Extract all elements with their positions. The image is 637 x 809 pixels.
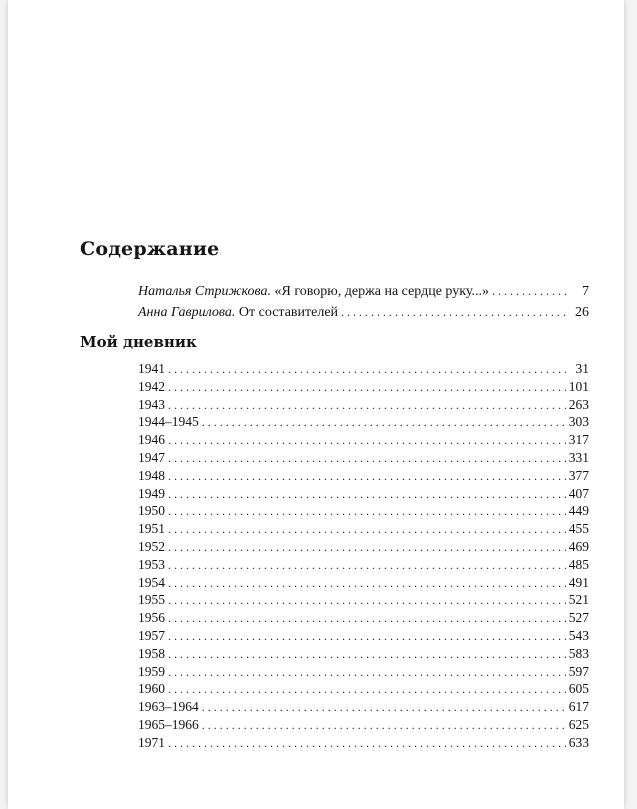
entry-label: 1941 bbox=[138, 361, 165, 376]
entry-page-number: 303 bbox=[568, 414, 589, 430]
dot-leader bbox=[168, 486, 566, 504]
entry-page-number: 7 bbox=[582, 284, 589, 299]
entry-page-number: 605 bbox=[568, 681, 589, 697]
dot-leader bbox=[202, 699, 566, 717]
toc-entry[interactable] bbox=[138, 663, 589, 681]
toc-entry[interactable] bbox=[138, 716, 589, 734]
entry-label: 1955 bbox=[138, 592, 165, 608]
entry-page-number: 625 bbox=[568, 716, 589, 732]
toc-entry[interactable] bbox=[138, 520, 589, 538]
entry-page-number: 317 bbox=[568, 432, 589, 448]
dot-leader bbox=[168, 735, 566, 753]
entry-label: 1960 bbox=[138, 681, 165, 697]
entry-label: 1958 bbox=[138, 645, 165, 661]
diary-entry-list bbox=[138, 360, 589, 752]
entry-label: 1956 bbox=[138, 610, 165, 626]
dot-leader bbox=[168, 646, 566, 664]
entry-label: 1948 bbox=[138, 467, 165, 483]
entry-page-number: 543 bbox=[568, 627, 589, 643]
toc-entry[interactable] bbox=[138, 431, 589, 449]
toc-entry[interactable] bbox=[138, 538, 589, 556]
section-title: Мой дневник bbox=[80, 333, 197, 351]
entry-label: 1959 bbox=[138, 663, 165, 679]
entry-title: От составителей bbox=[238, 305, 339, 320]
entry-page-number: 521 bbox=[568, 592, 589, 608]
toc-entry[interactable] bbox=[138, 627, 589, 645]
toc-entry[interactable] bbox=[138, 485, 589, 503]
entry-label: 1944–1945 bbox=[138, 414, 199, 430]
toc-entry[interactable] bbox=[138, 449, 589, 467]
toc-entry[interactable] bbox=[138, 645, 589, 663]
dot-leader bbox=[168, 628, 566, 646]
toc-entry[interactable] bbox=[138, 396, 589, 414]
entry-label: 1954 bbox=[138, 574, 165, 590]
entry-author: Наталья Стрижкова. bbox=[138, 284, 272, 299]
entry-page-number: 31 bbox=[575, 361, 589, 376]
dot-leader bbox=[168, 432, 566, 450]
dot-leader bbox=[168, 397, 566, 415]
toc-entry[interactable] bbox=[138, 609, 589, 627]
entry-page-number: 583 bbox=[568, 645, 589, 661]
entry-author: Анна Гаврилова. bbox=[138, 305, 236, 320]
entry-page-number: 485 bbox=[568, 556, 589, 572]
entry-page-number: 633 bbox=[568, 734, 589, 750]
entry-page-number: 101 bbox=[568, 378, 589, 394]
entry-page-number: 263 bbox=[568, 396, 589, 412]
dot-leader bbox=[168, 664, 566, 682]
entry-label: 1943 bbox=[138, 396, 165, 412]
toc-entry[interactable] bbox=[138, 302, 589, 323]
dot-leader bbox=[168, 361, 568, 379]
entry-label: 1947 bbox=[138, 449, 165, 465]
dot-leader bbox=[168, 557, 566, 575]
entry-label: 1965–1966 bbox=[138, 716, 199, 732]
toc-entry[interactable] bbox=[138, 360, 589, 378]
entry-page-number: 491 bbox=[568, 574, 589, 590]
dot-leader bbox=[168, 450, 566, 468]
dot-leader bbox=[492, 281, 568, 302]
entry-label: 1950 bbox=[138, 503, 165, 519]
toc-entry[interactable] bbox=[138, 467, 589, 485]
dot-leader bbox=[168, 681, 566, 699]
entry-page-number: 26 bbox=[575, 305, 589, 320]
toc-entry[interactable] bbox=[138, 281, 589, 302]
entry-label: 1952 bbox=[138, 538, 165, 554]
entry-page-number: 469 bbox=[568, 538, 589, 554]
entry-page-number: 527 bbox=[568, 610, 589, 626]
page-title: Содержание bbox=[80, 238, 220, 260]
dot-leader bbox=[341, 302, 568, 323]
entry-page-number: 331 bbox=[568, 449, 589, 465]
entry-page-number: 597 bbox=[568, 663, 589, 679]
dot-leader bbox=[168, 379, 566, 397]
entry-label: 1953 bbox=[138, 556, 165, 572]
dot-leader bbox=[168, 610, 566, 628]
dot-leader bbox=[168, 575, 566, 593]
entry-page-number: 455 bbox=[568, 521, 589, 537]
entry-page-number: 377 bbox=[568, 467, 589, 483]
front-matter-list bbox=[138, 281, 589, 323]
entry-label: 1971 bbox=[138, 734, 165, 750]
toc-entry[interactable] bbox=[138, 680, 589, 698]
toc-entry[interactable] bbox=[138, 413, 589, 431]
entry-label: 1949 bbox=[138, 485, 165, 501]
toc-entry[interactable] bbox=[138, 556, 589, 574]
entry-page-number: 407 bbox=[568, 485, 589, 501]
entry-label: 1963–1964 bbox=[138, 699, 199, 715]
entry-label: 1946 bbox=[138, 432, 165, 448]
entry-title: «Я говорю, держа на сердце руку...» bbox=[274, 284, 489, 299]
dot-leader bbox=[168, 521, 566, 539]
dot-leader bbox=[168, 468, 566, 486]
entry-page-number: 617 bbox=[568, 699, 589, 715]
toc-entry[interactable] bbox=[138, 502, 589, 520]
book-page bbox=[8, 0, 624, 809]
toc-entry[interactable] bbox=[138, 591, 589, 609]
entry-page-number: 449 bbox=[568, 503, 589, 519]
toc-entry[interactable] bbox=[138, 734, 589, 752]
entry-label: 1957 bbox=[138, 627, 165, 643]
entry-label: 1951 bbox=[138, 521, 165, 537]
dot-leader bbox=[168, 539, 566, 557]
toc-entry[interactable] bbox=[138, 698, 589, 716]
dot-leader bbox=[168, 503, 566, 521]
dot-leader bbox=[168, 592, 566, 610]
dot-leader bbox=[202, 717, 566, 735]
toc-entry[interactable] bbox=[138, 378, 589, 396]
dot-leader bbox=[202, 414, 566, 432]
entry-label: 1942 bbox=[138, 378, 165, 394]
toc-entry[interactable] bbox=[138, 574, 589, 592]
